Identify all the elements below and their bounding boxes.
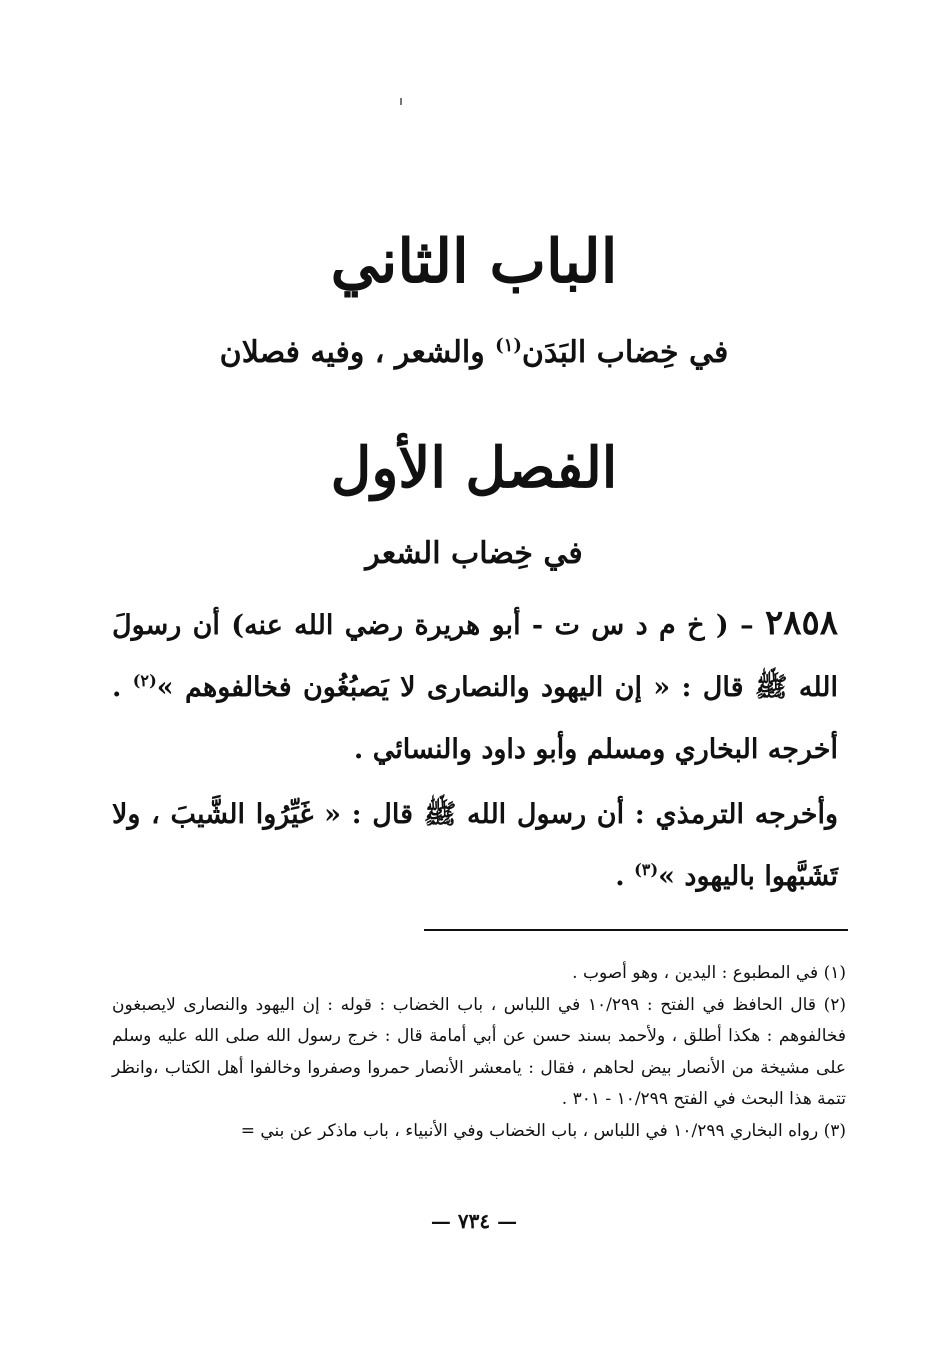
hadith-text: – ( خ م د س ت - أبو هريرة رضي الله عنه) أن رسولَ الله ﷺ قال : « إن اليهود والنصارى لا يَصبُغُون فخالفوهم »	[112, 610, 838, 703]
footnotes	[112, 958, 846, 1147]
chapter-subtitle	[0, 330, 948, 376]
chapter-subtitle-text: في خِضاب البَدَن	[521, 335, 729, 370]
hadith-number: ٢٨٥٨	[764, 603, 838, 643]
scan-speck	[400, 98, 402, 105]
chapter-subtitle-end: والشعر ، وفيه فصلان	[219, 335, 496, 370]
footnote-separator	[424, 929, 848, 931]
footnote-3	[112, 1116, 846, 1148]
hadith-text-2-end: .	[615, 861, 635, 892]
footnote-label: (٣)	[823, 1120, 846, 1141]
footnote-label: (٢)	[823, 994, 846, 1015]
footnote-text: في المطبوع : اليدين ، وهو أصوب .	[572, 963, 819, 983]
page-number: — ٧٣٤ —	[430, 1209, 518, 1233]
footnote-ref-2: (٢)	[132, 671, 157, 690]
footnote-ref-1: (١)	[495, 335, 522, 356]
footnote-ref-3: (٣)	[634, 860, 659, 879]
hadith-paragraph-2	[112, 784, 838, 908]
hadith-paragraph	[112, 592, 838, 781]
hadith-text-2: وأخرجه الترمذي : أن رسول الله ﷺ قال : « غَيِّرُوا الشَّيبَ ، ولا تَشَبَّهوا باليهود »	[112, 799, 838, 892]
footnote-1	[112, 958, 846, 990]
hadith-text-end: . أخرجه البخاري ومسلم وأبو داود والنسائي .	[112, 672, 838, 765]
footnote-2	[112, 990, 846, 1116]
section-title: الفصل الأول	[330, 435, 618, 501]
footnote-text: رواه البخاري ١٠/٢٩٩ في اللباس ، باب الخضاب وفي الأنبياء ، باب ماذكر عن بني =	[240, 1120, 819, 1141]
footnote-label: (١)	[823, 963, 846, 983]
chapter-title: الباب الثاني	[330, 227, 618, 297]
footnote-text: قال الحافظ في الفتح : ١٠/٢٩٩ في اللباس ، باب الخضاب : قوله : إن اليهود والنصارى لايصبغون فخالفوهم : هكذا أطلق ، ولأحمد بسند حسن عن أبي أمامة قال : خرج رسول الله صلى الله عليه وسلم على مشيخة من الأنصار بيض لحاهم ، فقال : يامعشر الأنصار حمروا وصفروا وخالفوا أهل الكتاب ،وانظر تتمة هذا البحث في الفتح ١٠/٢٩٩ - ٣٠١ .	[112, 994, 846, 1109]
section-subtitle: في خِضاب الشعر	[365, 536, 583, 571]
